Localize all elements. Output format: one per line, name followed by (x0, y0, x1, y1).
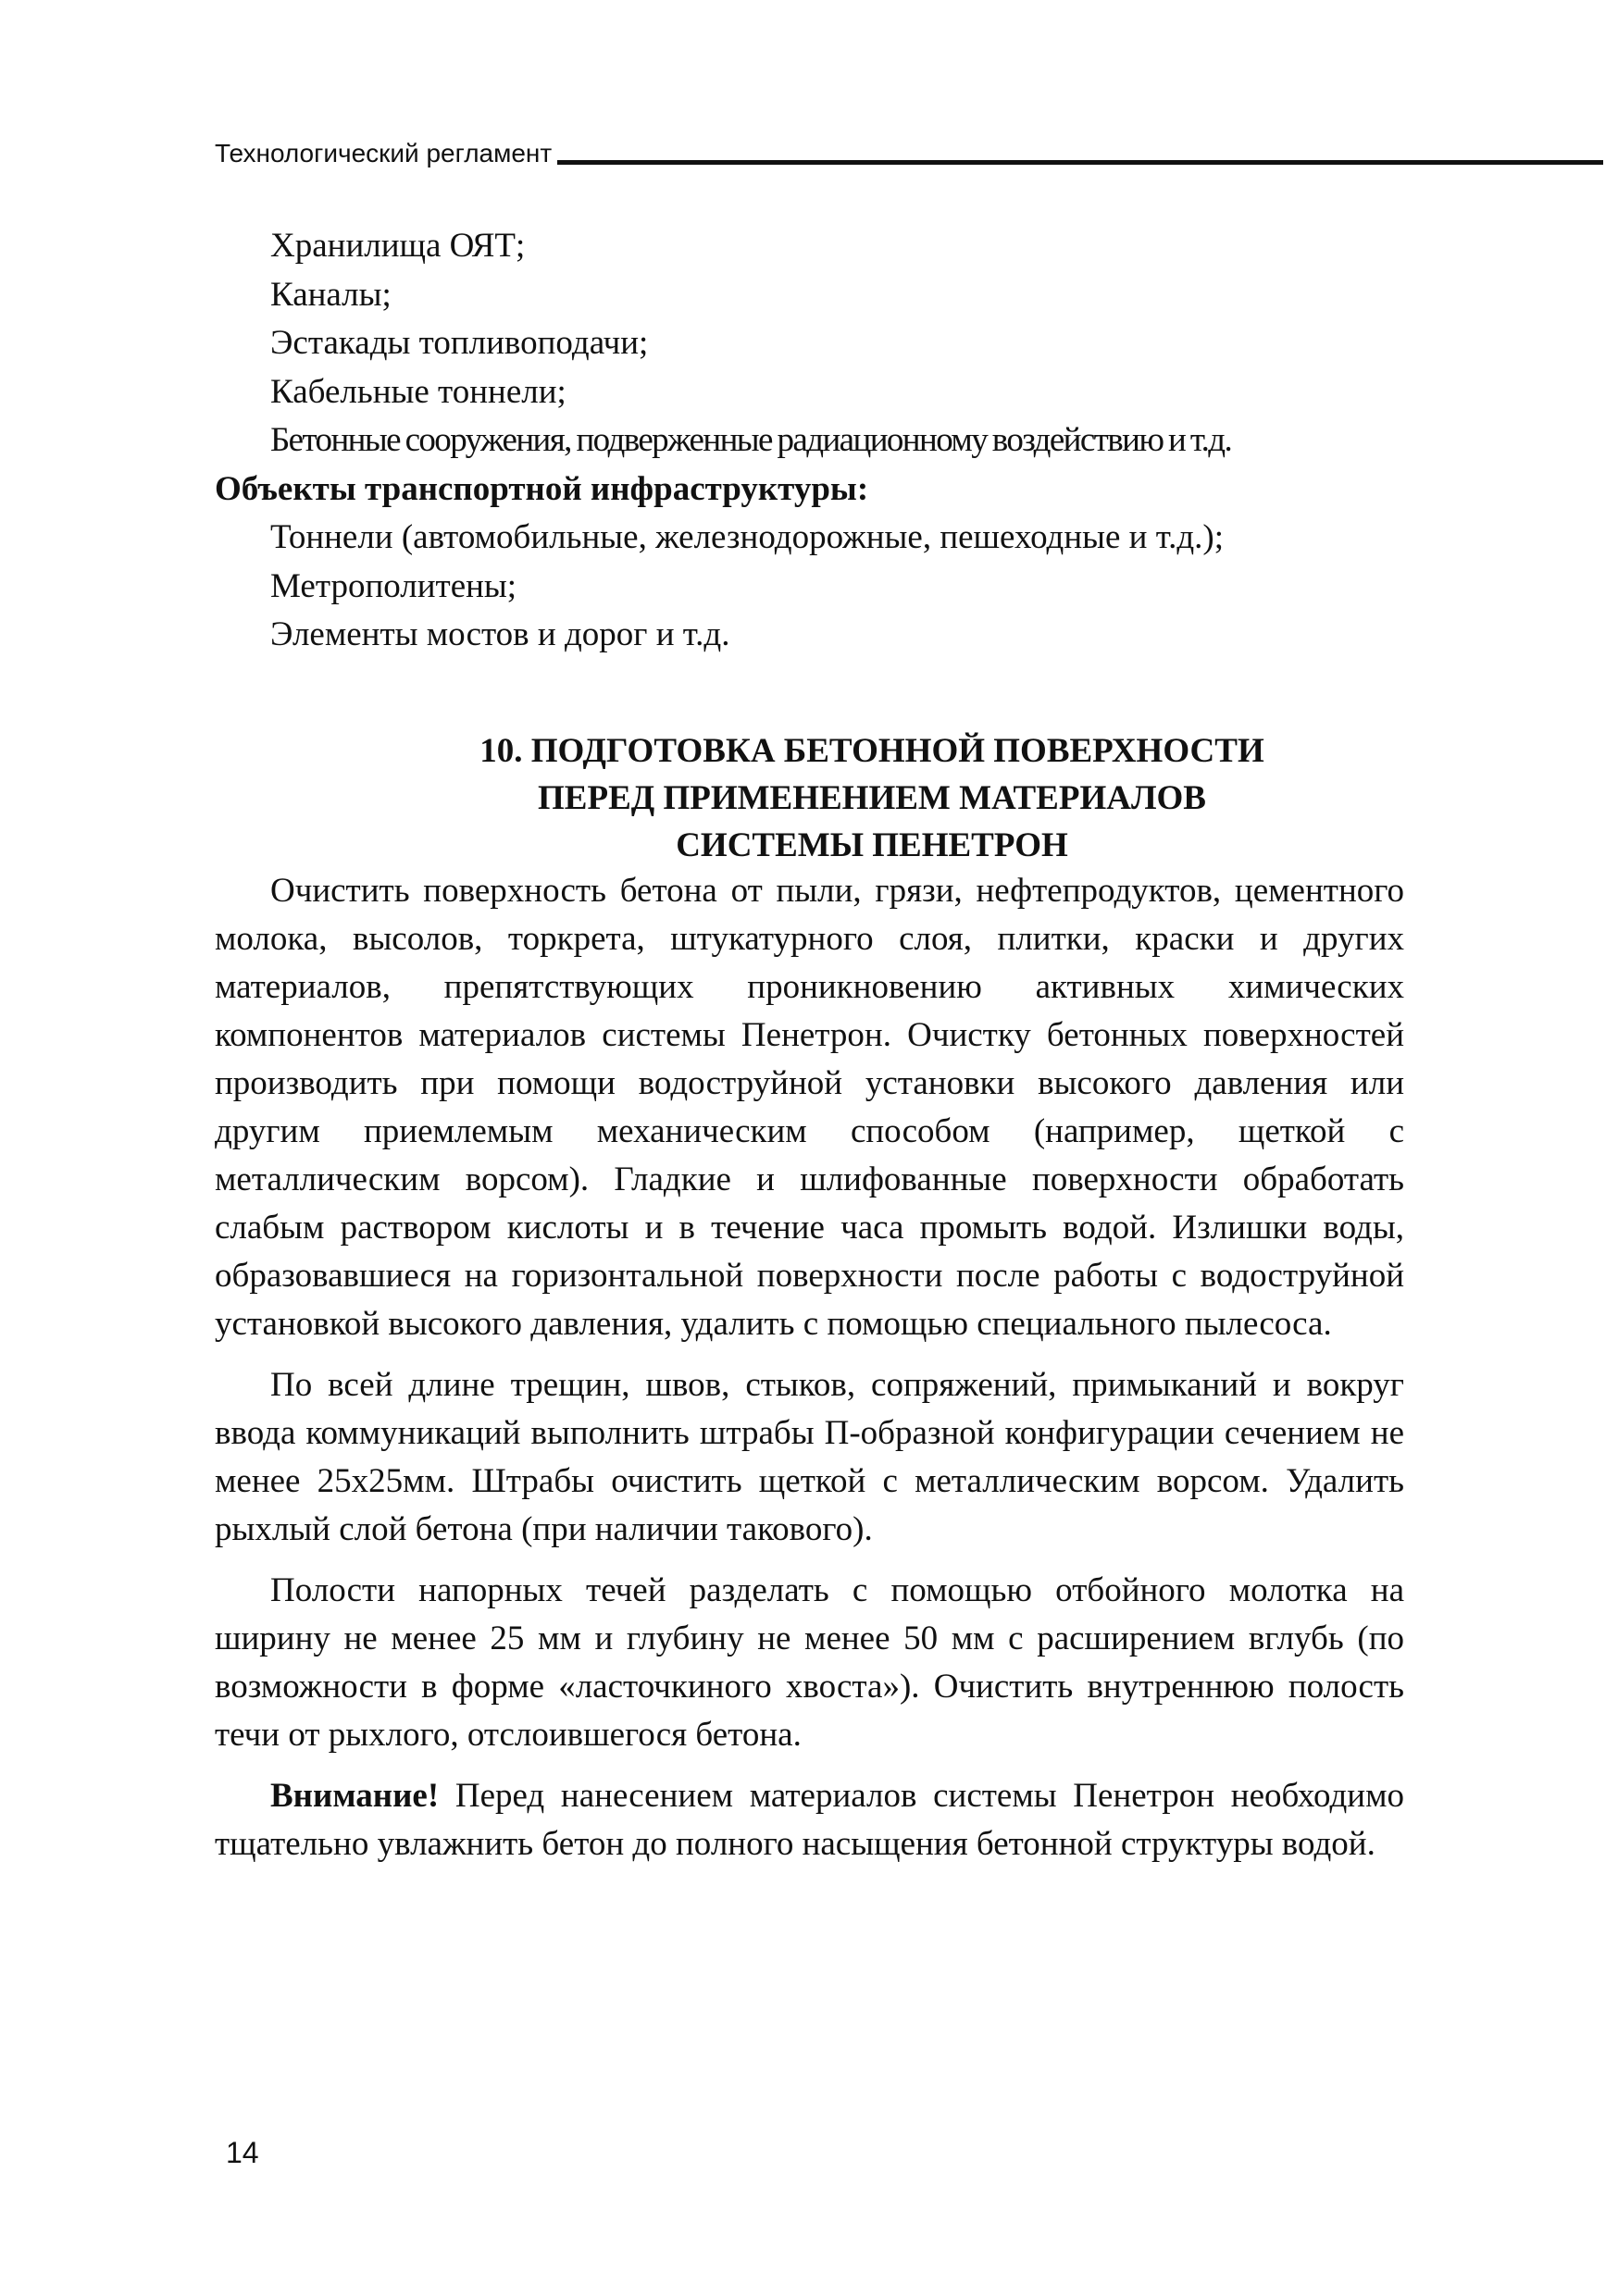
list-item: Кабельные тоннели; (270, 372, 566, 411)
running-header-title: Технологический регламент (215, 139, 553, 168)
section-heading (215, 727, 1418, 869)
section-body (215, 867, 1404, 1881)
list-item: Бетонные сооружения, подверженные радиационному воздействию и т.д. (270, 421, 1232, 459)
section-heading-line: СИСТЕМЫ ПЕНЕТРОН (676, 826, 1068, 864)
transport-group-title: Объекты транспортной инфраструктуры: (215, 469, 869, 508)
page-number: 14 (226, 2136, 259, 2169)
list-item: Хранилища ОЯТ; (270, 227, 526, 265)
paragraph-pressure-leaks: Полости напорных течей разделать с помощью отбойного молотка на ширину не менее 25 мм и глубину не менее 50 мм с расширением вглубь (по возможности в форме «ласточкиного хвоста»). Очистить внутреннюю полость течи от рыхлого, отслоившегося бетона. (215, 1571, 1404, 1754)
attention-note (215, 1772, 1404, 1868)
paragraph-surface-cleaning: Очистить поверхность бетона от пыли, грязи, нефтепродуктов, цементного молока, высолов, торкрета, штукатурного слоя, плитки, краски и других материалов, препятствующих проникновению активных химических компонентов материалов системы Пенетрон. Очистку бетонных поверхностей производить при помощи водоструйной установки высокого давления или другим приемлемым механическим способом (например, щеткой с металлическим ворсом). Гладкие и шлифованные поверхности обработать слабым раствором кислоты и в течение часа промыть водой. Излишки воды, образовавшиеся на горизонтальной поверхности после работы с водоструйной установкой высокого давления, удалить с помощью специального пылесоса. (215, 872, 1404, 1343)
header-rule (557, 160, 1603, 165)
list-item: Тоннели (автомобильные, железнодорожные, пешеходные и т.д.); (270, 518, 1225, 556)
list-item: Каналы; (270, 275, 392, 314)
section-heading-line: 10. ПОДГОТОВКА БЕТОННОЙ ПОВЕРХНОСТИ (479, 732, 1264, 770)
objects-list (215, 222, 1418, 660)
list-item: Метрополитены; (270, 566, 517, 605)
list-item: Эстакады топливоподачи; (270, 324, 649, 362)
attention-label: Внимание! (270, 1777, 440, 1815)
paragraph-grooves: По всей длине трещин, швов, стыков, сопряжений, примыканий и вокруг ввода коммуникаций выполнить штрабы П-образной конфигурации сечением не менее 25х25мм. Штрабы очистить щеткой с металлическим ворсом. Удалить рыхлый слой бетона (при наличии такового). (215, 1366, 1404, 1548)
running-header (215, 131, 1603, 168)
section-heading-line: ПЕРЕД ПРИМЕНЕНИЕМ МАТЕРИАЛОВ (538, 779, 1206, 817)
attention-text: Перед нанесением материалов системы Пенетрон необходимо тщательно увлажнить бетон до полного насыщения бетонной структуры водой. (215, 1777, 1404, 1863)
list-item: Элементы мостов и дорог и т.д. (270, 615, 730, 653)
